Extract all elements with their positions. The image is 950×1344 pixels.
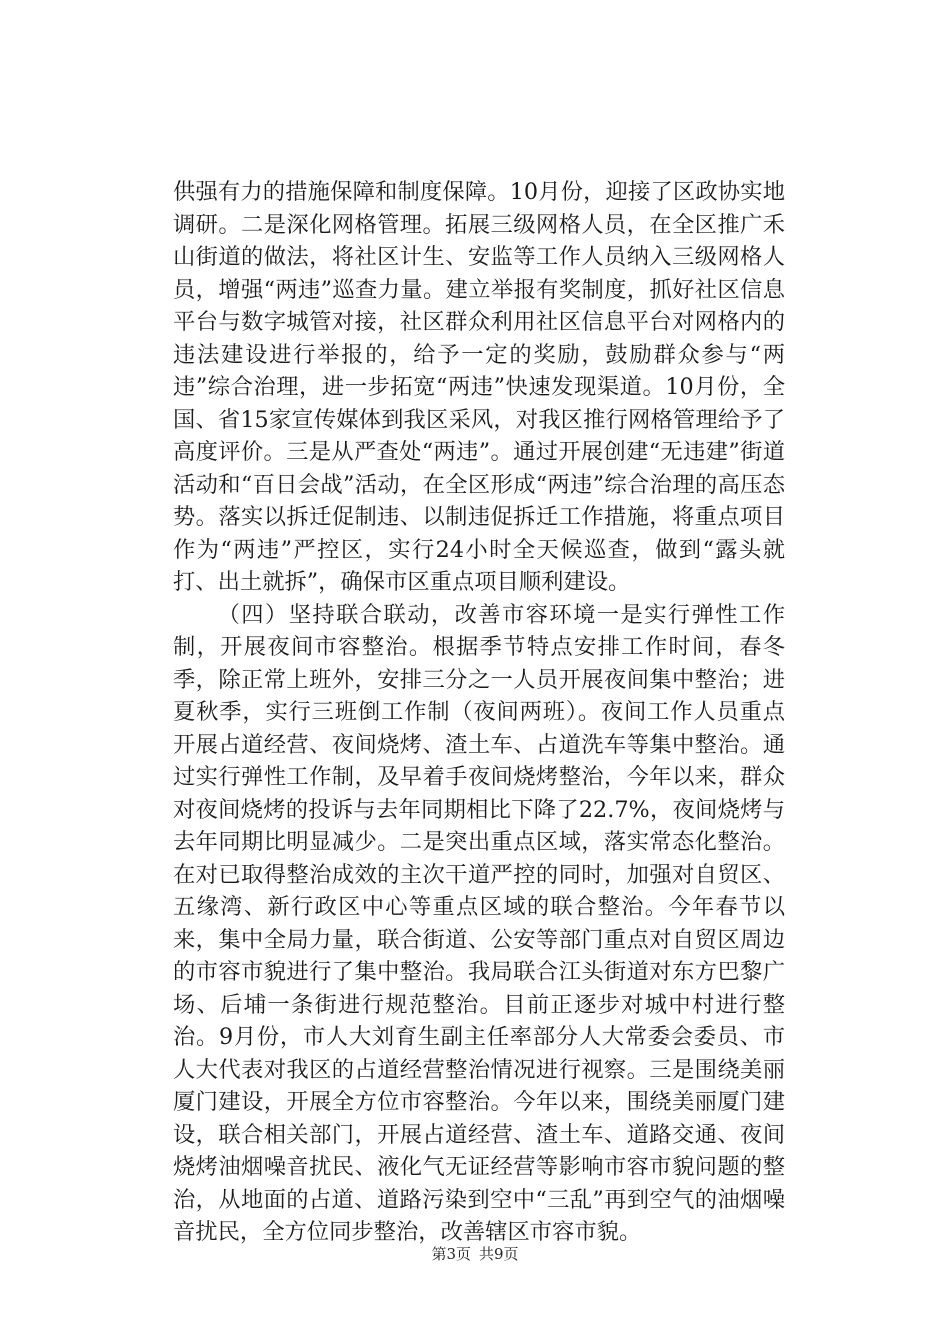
document-body [173,176,785,1249]
page-footer [0,1244,950,1264]
paragraph-city-appearance: （四）坚持联合联动，改善市容环境一是实行弹性工作制，开展夜间市容整治。根据季节特点安排工作时间，春冬季，除正常上班外，安排三分之一人员开展夜间集中整治；进夏秋季，实行三班倒工作制（夜间两班）。夜间工作人员重点开展占道经营、夜间烧烤、渣土车、占道洗车等集中整治。通过实行弹性工作制，及早着手夜间烧烤整治，今年以来，群众对夜间烧烤的投诉与去年同期相比下降了22.7%，夜间烧烤与去年同期比明显减少。二是突出重点区域，落实常态化整治。在对已取得整治成效的主次干道严控的同时，加强对自贸区、五缘湾、新行政区中心等重点区域的联合整治。今年春节以来，集中全局力量，联合街道、公安等部门重点对自贸区周边的市容市貌进行了集中整治。我局联合江头街道对东方巴黎广场、后埔一条街进行规范整治。目前正逐步对城中村进行整治。9月份，市人大刘育生副主任率部分人大常委会委员、市人大代表对我区的占道经营整治情况进行视察。三是围绕美丽厦门建设，开展全方位市容整治。今年以来，围绕美丽厦门建设，联合相关部门，开展占道经营、渣土车、道路交通、夜间烧烤油烟噪音扰民、液化气无证经营等影响市容市貌问题的整治，从地面的占道、道路污染到空中“三乱”再到空气的油烟噪音扰民，全方位同步整治，改善辖区市容市貌。 [173,601,785,1245]
page-number-total: 共9页 [479,1245,519,1263]
page-number-current: 第3页 [431,1245,471,1263]
paragraph-grid-management: 供强有力的措施保障和制度保障。10月份，迎接了区政协实地调研。二是深化网格管理。拓展三级网格人员，在全区推广禾山街道的做法，将社区计生、安监等工作人员纳入三级网格人员，增强“两违”巡查力量。建立举报有奖制度，抓好社区信息平台与数字城管对接，社区群众利用社区信息平台对网格内的违法建设进行举报的，给予一定的奖励，鼓励群众参与“两违”综合治理，进一步拓宽“两违”快速发现渠道。10月份，全国、省15家宣传媒体到我区采风，对我区推行网格管理给予了高度评价。三是从严查处“两违”。通过开展创建“无违建”街道活动和“百日会战”活动，在全区形成“两违”综合治理的高压态势。落实以拆迁促制违、以制违促拆迁工作措施，将重点项目作为“两违”严控区，实行24小时全天候巡查，做到“露头就打、出土就拆”，确保市区重点项目顺利建设。 [173,179,785,595]
